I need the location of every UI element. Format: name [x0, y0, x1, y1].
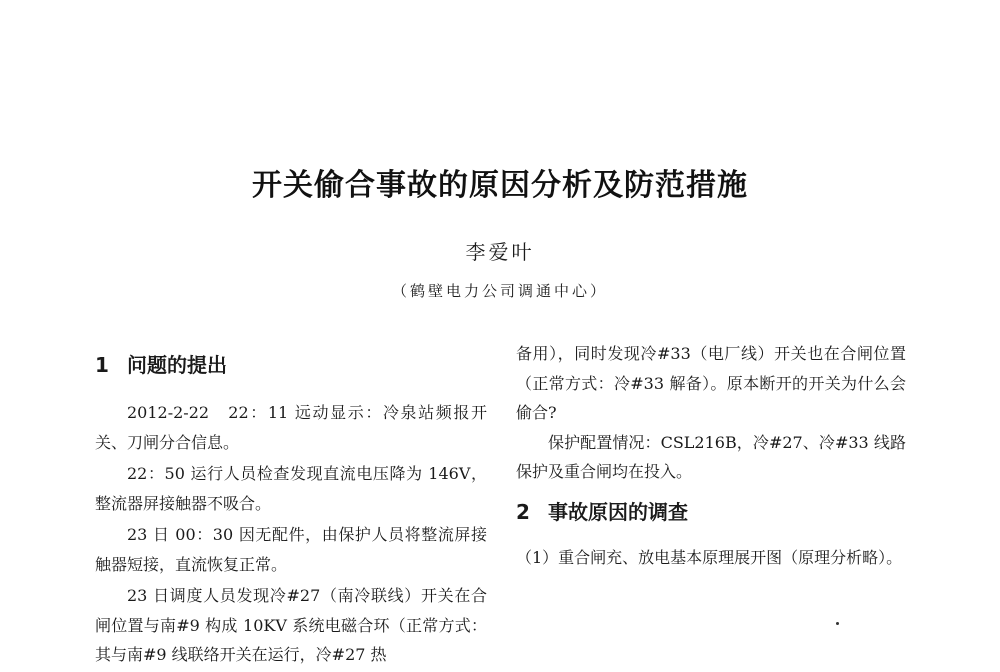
section-1-title: 问题的提出 [127, 353, 227, 377]
section-1-heading [95, 350, 487, 380]
paragraph: 23 日调度人员发现冷#27（南冷联线）开关在合闸位置与南#9 构成 10KV 系统电磁合环（正常方式：其与南#9 线联络开关在运行，冷#27 热 [95, 586, 487, 664]
right-column [516, 339, 906, 572]
paragraph-continued: 备用），同时发现冷#33（电厂线）开关也在合闸位置（正常方式：冷#33 解备）。原本断开的开关为什么会偷合? [516, 344, 906, 422]
scan-speck [836, 622, 839, 625]
paper-title: 开关偷合事故的原因分析及防范措施 [252, 168, 748, 203]
section-2-number: 2 [516, 499, 530, 524]
paragraph: 23 日 00：30 因无配件，由保护人员将整流屏接触器短接，直流恢复正常。 [95, 525, 487, 574]
paragraph: 保护配置情况：CSL216B，冷#27、冷#33 线路保护及重合闸均在投入。 [516, 432, 906, 481]
paragraph: 22：50 运行人员检查发现直流电压降为 146V，整流器屏接触器不吸合。 [95, 464, 487, 513]
section-2-title: 事故原因的调查 [548, 499, 688, 524]
section-1-number: 1 [95, 353, 109, 377]
author-name: 李爱叶 [465, 240, 535, 264]
section-2-heading [516, 497, 906, 527]
left-column [95, 350, 487, 672]
paragraph: 2012-2-22 22：11 远动显示：冷泉站频报开关、刀闸分合信息。 [95, 403, 487, 452]
paragraph: （1）重合闸充、放电基本原理展开图（原理分析略）。 [516, 547, 903, 567]
author-affiliation: （鹤壁电力公司调通中心） [391, 282, 608, 300]
